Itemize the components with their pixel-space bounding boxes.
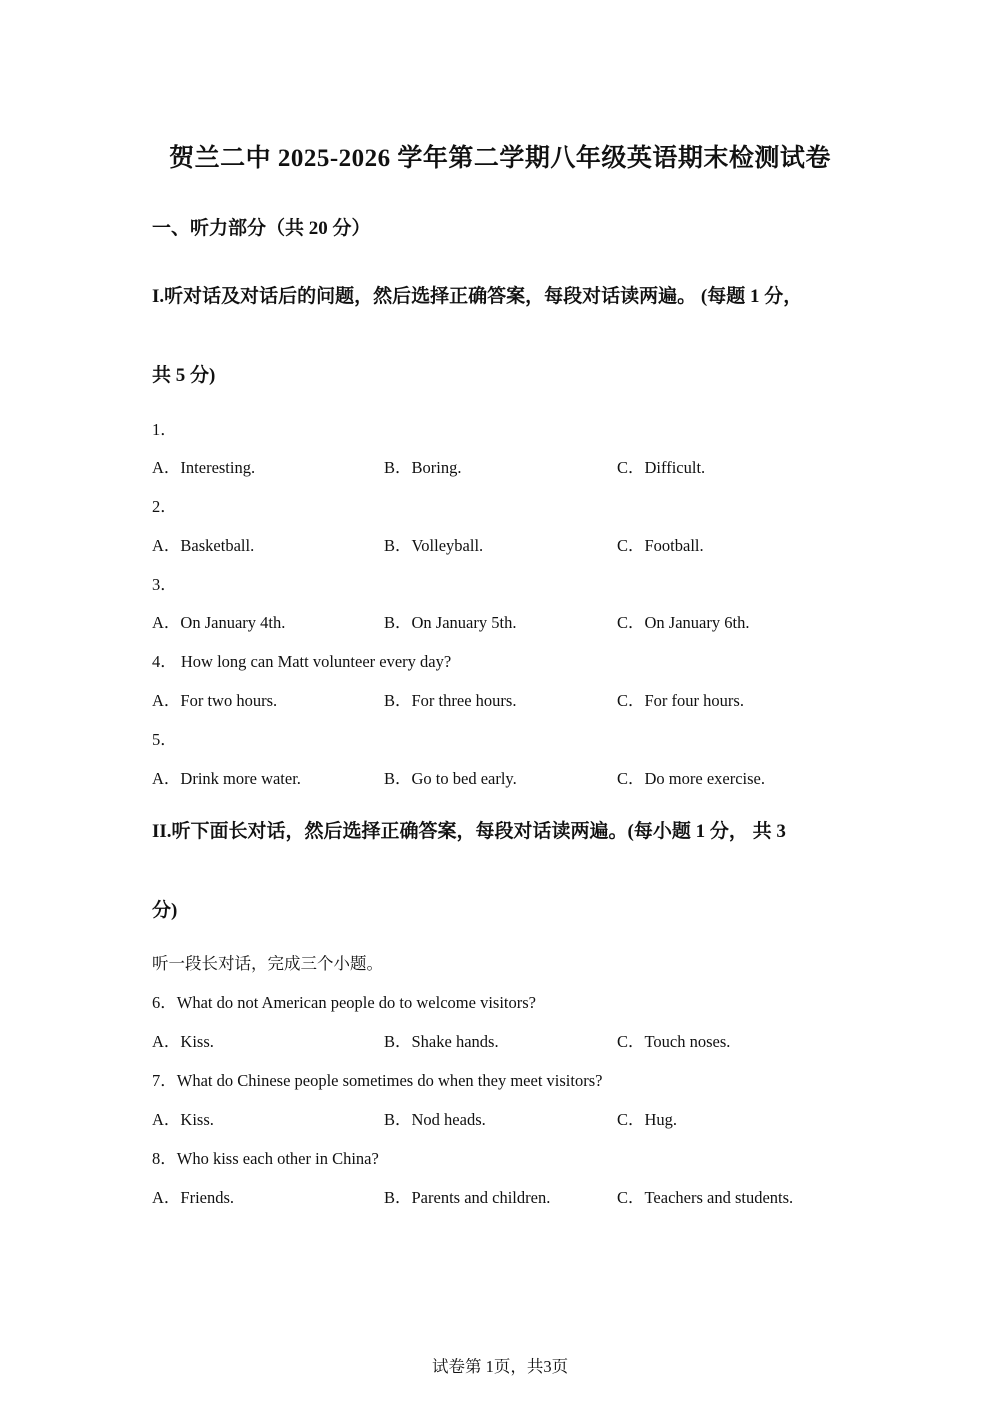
option-b: B．On January 5th. [384,613,517,632]
option-c: C．Teachers and students. [617,1188,794,1207]
option-b: B．For three hours. [384,691,517,710]
option-c: C．Do more exercise. [617,769,765,788]
page-footer: 试卷第 1页，共3页 [431,1357,569,1376]
option-a: A．Kiss. [152,1110,214,1129]
option-c: C．For four hours. [617,691,744,710]
option-c: C．Difficult. [617,458,706,477]
option-b: B．Parents and children. [384,1188,551,1207]
question-8-options [152,1186,852,1210]
option-a: A．Kiss. [152,1032,214,1051]
question-3-options [152,611,852,635]
option-a: A．Drink more water. [152,769,301,788]
option-c: C．Touch noses. [617,1032,731,1051]
option-a: A．Interesting. [152,458,256,477]
section-heading-listening: 一、听力部分（共 20 分） [152,218,371,239]
option-c: C．Hug. [617,1110,678,1129]
option-b: B．Go to bed early. [384,769,517,788]
part1-instruction-line2: 共 5 分) [152,365,216,386]
option-b: B．Nod heads. [384,1110,486,1129]
question-8-stem: 8．Who kiss each other in China? [152,1149,379,1168]
question-2-stem: 2． [152,497,177,516]
option-a: A．On January 4th. [152,613,286,632]
option-c: C．On January 6th. [617,613,750,632]
question-5-options [152,767,852,791]
exam-title: 贺兰二中 2025-2026 学年第二学期八年级英语期末检测试卷 [169,145,831,172]
option-b: B．Shake hands. [384,1032,499,1051]
question-1-stem: 1． [152,420,177,439]
question-1-options [152,456,852,480]
question-4-options [152,689,852,713]
question-7-stem: 7．What do Chinese people sometimes do when they meet visitors? [152,1071,603,1090]
question-7-options [152,1108,852,1132]
option-c: C．Football. [617,536,704,555]
question-2-options [152,534,852,558]
question-4-stem: 4． How long can Matt volunteer every day? [152,652,452,671]
option-a: A．For two hours. [152,691,278,710]
option-a: A．Basketball. [152,536,255,555]
part2-intro: 听一段长对话，完成三个小题。 [152,954,383,973]
question-6-options [152,1030,852,1054]
question-3-stem: 3． [152,575,177,594]
option-b: B．Boring. [384,458,462,477]
option-a: A．Friends. [152,1188,235,1207]
part2-instruction-line2: 分) [152,900,178,921]
part1-instruction-line1: I.听对话及对话后的问题，然后选择正确答案，每段对话读两遍。 (每题 1 分， [152,286,803,307]
question-5-stem: 5． [152,730,177,749]
part2-instruction-line1: II.听下面长对话，然后选择正确答案，每段对话读两遍。(每小题 1 分， 共 3 [152,821,786,842]
question-6-stem: 6．What do not American people do to welcome visitors? [152,993,536,1012]
option-b: B．Volleyball. [384,536,484,555]
